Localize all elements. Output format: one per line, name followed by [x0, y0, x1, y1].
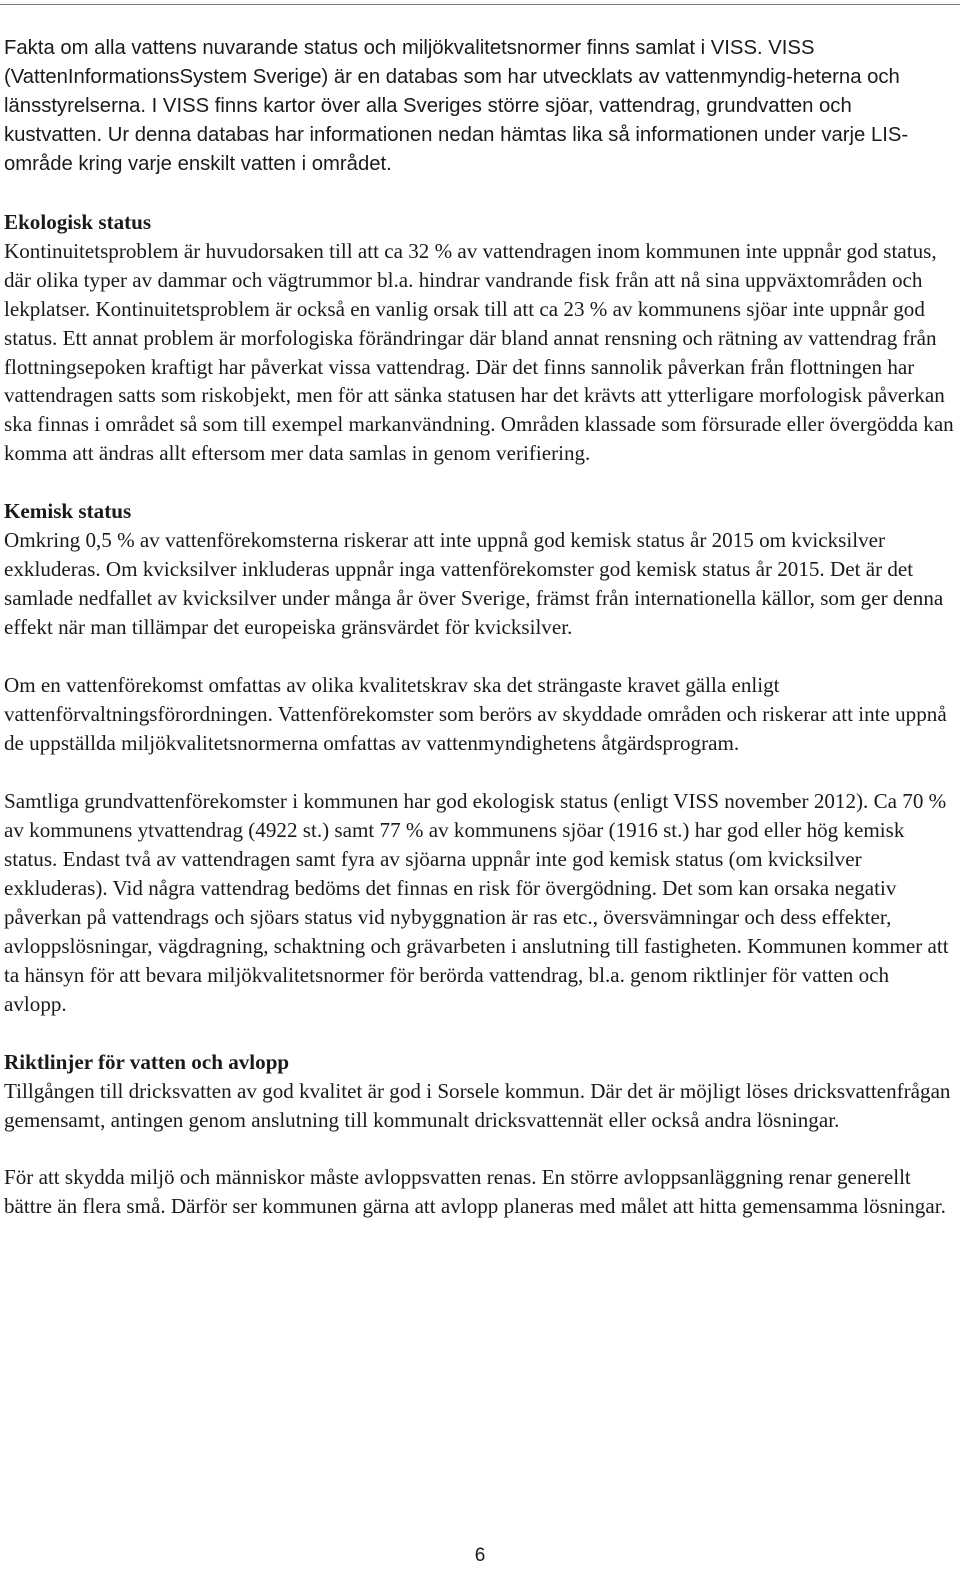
riktlinjer-paragraph: Tillgången till dricksvatten av god kvalitet är god i Sorsele kommun. Där det är möjligt löses dricksvattenfrågan gemensamt, antingen genom anslutning till kommunalt dricksvattennät eller också andra lösningar. [4, 1078, 951, 1132]
ekologisk-status-paragraph: Kontinuitetsproblem är huvudorsaken till att ca 32 % av vattendragen inom kommunen inte uppnår god status, där olika typer av dammar och vägtrummor bl.a. hindrar vandrande fisk från att nå sina uppväxtområden och lekplatser. Kontinuitetsproblem är också en vanlig orsak till att ca 23 % av kommunens sjöar inte uppnår god status. Ett annat problem är morfologiska förändringar där bland annat rensning och rätning av vattendrag från flottningsepoken kraftigt har påverkat vissa vattendrag. Där det finns sannolik påverkan från flottningen har vattendragen satts som riskobjekt, men för att sänka statusen har det krävts att ytterligare morfologisk påverkan ska finnas i området så som till exempel markanvändning. Områden klassade som försurade eller övergödda kan komma att ändras allt eftersom mer data samlas in genom verifiering. [4, 238, 954, 466]
top-rule [0, 4, 960, 5]
document-body [4, 34, 954, 1221]
samtliga-paragraph: Samtliga grundvattenförekomster i kommunen har god ekologisk status (enligt VISS november 2012). Ca 70 % av kommunens ytvattendrag (4922 st.) samt 77 % av kommunens sjöar (1916 st.) har god eller hög kemisk status. Endast två av vattendragen samt fyra av sjöarna uppnår inte god kemisk status (om kvicksilver exkluderas). Vid några vattendrag bedöms det finnas en risk för övergödning. Det som kan orsaka negativ påverkan på vattendrags och sjöars status vid nybyggnation är ras etc., översvämningar och dess effekter, avloppslösningar, vägdragning, schaktning och grävarbeten i anslutning till fastigheten. Kommunen kommer att ta hänsyn för att bevara miljökvalitetsnormer för berörda vattendrag, bl.a. genom riktlinjer för vatten och avlopp. [4, 788, 949, 1016]
heading-kemisk-status: Kemisk status [4, 499, 132, 524]
heading-ekologisk-status: Ekologisk status [4, 209, 152, 234]
spacer [4, 642, 954, 671]
spacer [4, 179, 954, 208]
spacer [4, 1134, 954, 1163]
kemisk-status-paragraph: Omkring 0,5 % av vattenförekomsterna riskerar att inte uppnå god kemisk status år 2015 om kvicksilver exkluderas. Om kvicksilver inkluderas uppnår inga vattenförekomster god kemisk status år 2015. Det är det samlade nedfallet av kvicksilver under många år över Sverige, främst från internationella källor, som ger denna effekt när man tillämpar det europeiska gränsvärdet för kvicksilver. [4, 528, 944, 640]
kvalitetskrav-paragraph: Om en vattenförekomst omfattas av olika kvalitetskrav ska det strängaste kravet gälla enligt vattenförvaltningsförordningen. Vattenförekomster som berörs av skyddade områden och riskerar att inte uppnå de uppställda miljökvalitetsnormerna omfattas av vattenmyndighetens åtgärdsprogram. [4, 673, 947, 756]
avlopp-paragraph: För att skydda miljö och människor måste avloppsvatten renas. En större avloppsanläggning renar generellt bättre än flera små. Därför ser kommunen gärna att avlopp planeras med målet att hitta gemensamma lösningar. [4, 1165, 946, 1219]
spacer [4, 1019, 954, 1048]
heading-riktlinjer: Riktlinjer för vatten och avlopp [4, 1049, 290, 1074]
intro-paragraph: Fakta om alla vattens nuvarande status och miljökvalitetsnormer finns samlat i VISS. VISS (VattenInformationsSystem Sverige) är en databas som har utvecklats av vattenmyndig-heterna och länsstyrelserna. I VISS finns kartor över alla Sveriges större sjöar, vattendrag, grundvatten och kustvatten. Ur denna databas har informationen nedan hämtas lika så informationen under varje LIS-område kring varje enskilt vatten i området. [4, 37, 909, 175]
page-number: 6 [474, 1545, 486, 1566]
spacer [4, 758, 954, 787]
spacer [4, 468, 954, 497]
